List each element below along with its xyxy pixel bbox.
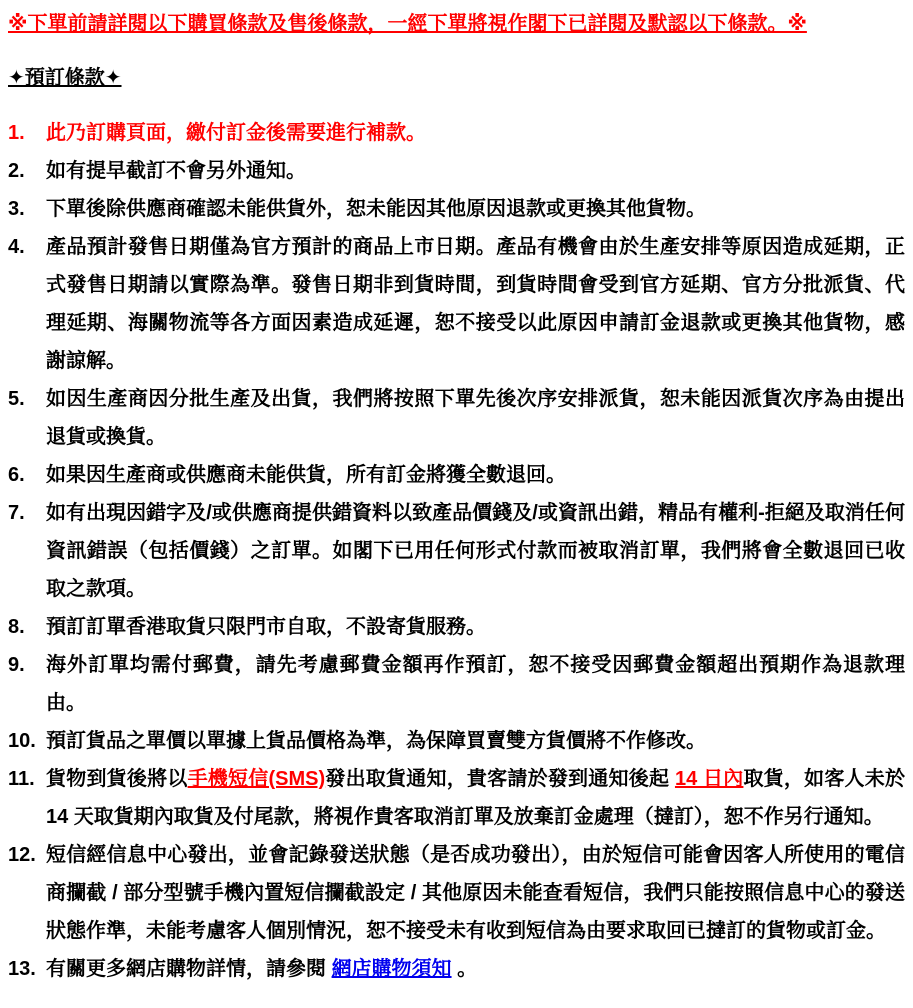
term-item (8, 608, 905, 646)
term-item (8, 646, 905, 722)
term-number: 13. (8, 958, 36, 980)
term-segment: 預訂貨品之單價以單據上貨品價格為準，為保障買賣雙方貨價將不作修改。 (46, 730, 706, 752)
term-segment: 取貨，如客人未於 14 天取貨期內取貨及付尾款，將視作貴客取消訂單及放棄訂金處理（撻訂），恕不作另行通知。 (46, 768, 906, 828)
term-text (46, 152, 905, 190)
term-segment: 發出取貨通知，貴客請於發到通知後起 (325, 768, 675, 790)
term-segment: 如有提早截訂不會另外通知。 (46, 160, 306, 182)
term-text (46, 646, 905, 722)
term-number: 11. (8, 768, 35, 790)
term-item (8, 836, 905, 950)
section-title-preorder-terms: ✦預訂條款✦ (8, 67, 122, 89)
term-number: 7. (8, 502, 25, 524)
term-segment: 產品預計發售日期僅為官方預計的商品上市日期。產品有機會由於生產安排等原因造成延期，正式發售日期請以實際為準。發售日期非到貨時間，到貨時間會受到官方延期、官方分批派貨、代理延期、海關物流等各方面因素造成延遲，恕不接受以此原因申請訂金退款或更換其他貨物，感謝諒解。 (46, 236, 905, 372)
term-segment: 。 (451, 958, 478, 980)
term-segment: 預訂訂單香港取貨只限門市自取，不設寄貨服務。 (46, 616, 486, 638)
term-item (8, 380, 905, 456)
term-number: 2. (8, 160, 25, 182)
pickup-deadline-emphasis: 14 日內 (674, 768, 744, 790)
term-segment: 海外訂單均需付郵費，請先考慮郵費金額再作預訂，恕不接受因郵費金額超出預期作為退款理由。 (46, 654, 905, 714)
term-text (46, 836, 905, 950)
preorder-terms-page (8, 10, 905, 988)
term-text (46, 722, 905, 760)
pre-order-warning-heading: ※下單前請詳閱以下購買條款及售後條款，一經下單將視作閣下已詳閱及默認以下條款。※ (8, 13, 807, 35)
term-segment: 如有出現因錯字及/或供應商提供錯資料以致產品價錢及/或資訊出錯，精品有權利-拒絕及取消任何資訊錯誤（包括價錢）之訂單。如閣下已用任何形式付款而被取消訂單，我們將會全數退回已收取之款項。 (46, 502, 905, 600)
term-text (46, 380, 905, 456)
term-text (46, 114, 905, 152)
term-segment: 如果因生產商或供應商未能供貨，所有訂金將獲全數退回。 (46, 464, 566, 486)
term-segment: 如因生產商因分批生產及出貨，我們將按照下單先後次序安排派貨，恕未能因派貨次序為由提出退貨或換貨。 (46, 388, 905, 448)
term-segment: 貨物到貨後將以 (46, 768, 188, 790)
sms-notice-emphasis: 手機短信(SMS) (187, 768, 326, 790)
term-number: 12. (8, 844, 36, 866)
term-number: 10. (8, 730, 36, 752)
term-number: 1. (8, 122, 25, 144)
term-text (46, 608, 905, 646)
term-number: 9. (8, 654, 25, 676)
term-segment: 此乃訂購頁面，繳付訂金後需要進行補款。 (46, 122, 426, 144)
term-item (8, 152, 905, 190)
term-text (46, 760, 905, 836)
term-item (8, 760, 905, 836)
term-item (8, 494, 905, 608)
term-text (46, 950, 905, 988)
terms-list (8, 114, 905, 988)
term-item (8, 722, 905, 760)
term-item (8, 190, 905, 228)
term-number: 3. (8, 198, 25, 220)
term-item (8, 114, 905, 152)
term-item (8, 228, 905, 380)
term-number: 5. (8, 388, 25, 410)
term-segment: 下單後除供應商確認未能供貨外，恕未能因其他原因退款或更換其他貨物。 (46, 198, 706, 220)
term-text (46, 190, 905, 228)
term-number: 4. (8, 236, 25, 258)
term-text (46, 456, 905, 494)
term-text (46, 228, 905, 380)
term-segment: 短信經信息中心發出，並會記錄發送狀態（是否成功發出），由於短信可能會因客人所使用的電信商攔截 / 部分型號手機內置短信攔截設定 / 其他原因未能查看短信，我們只能按照信息中心的發送狀態作準，未能考慮客人個別情況，恕不接受未有收到短信為由要求取回已撻訂的貨物或訂金。 (46, 844, 905, 942)
term-item (8, 456, 905, 494)
term-number: 6. (8, 464, 25, 486)
term-number: 8. (8, 616, 25, 638)
store-shopping-guide-link[interactable]: 網店購物須知 (331, 958, 452, 980)
term-text (46, 494, 905, 608)
term-item (8, 950, 905, 988)
term-segment: 有關更多網店購物詳情，請參閱 (46, 958, 332, 980)
